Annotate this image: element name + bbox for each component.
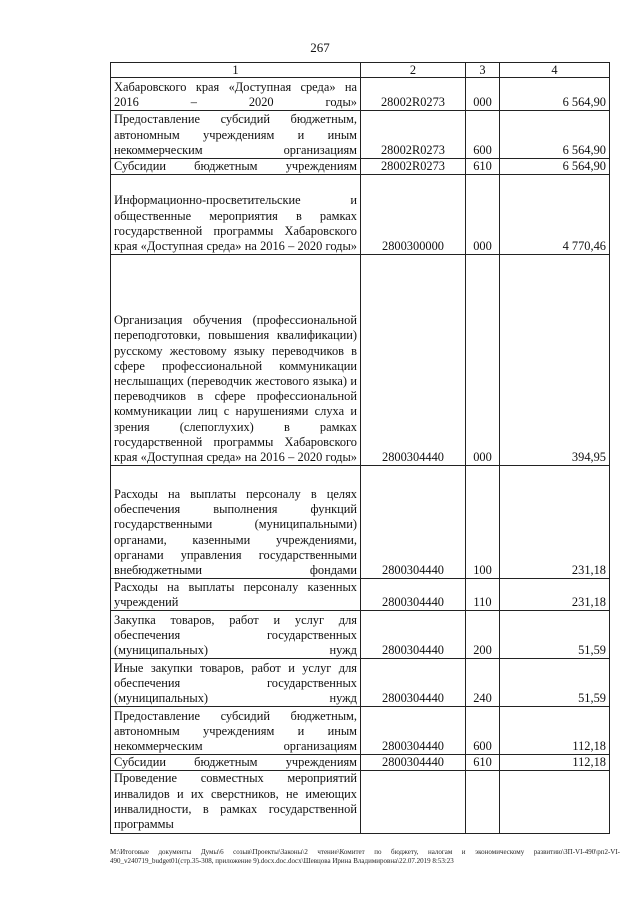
- row-vr: 610: [466, 159, 500, 175]
- row-name: Хабаровского края «Доступная среда» на 2016 – 2020 годы»: [111, 78, 361, 111]
- row-vr: 200: [466, 611, 500, 659]
- row-vr: 600: [466, 111, 500, 159]
- row-sum: 231,18: [500, 466, 610, 579]
- row-sum: 6 564,90: [500, 78, 610, 111]
- page-number: 267: [310, 40, 330, 55]
- row-name: Проведение совместных мероприятий инвалидов и их сверстников, не имеющих инвалидности, в рамках государственной программы: [111, 771, 361, 834]
- row-name: Предоставление субсидий бюджетным, автономным учреждениям и иным некоммерческим организациям: [111, 111, 361, 159]
- table-row: [111, 111, 610, 159]
- row-vr: 110: [466, 579, 500, 611]
- table-row: [111, 659, 610, 707]
- row-code: 2800304440: [361, 659, 466, 707]
- row-sum: 394,95: [500, 255, 610, 466]
- row-name: Информационно-просветительские и общественные мероприятия в рамках государственной программы Хабаровского края «Доступная среда» на 2016 – 2020 годы»: [111, 175, 361, 255]
- row-name: Субсидии бюджетным учреждениям: [111, 159, 361, 175]
- table-row: [111, 771, 610, 834]
- row-sum: 112,18: [500, 755, 610, 771]
- table-row: [111, 255, 610, 466]
- table-row: [111, 175, 610, 255]
- header-col-4: 4: [500, 63, 610, 78]
- row-vr: 600: [466, 707, 500, 755]
- row-code: 28002R0273: [361, 111, 466, 159]
- row-code: 2800304440: [361, 579, 466, 611]
- row-name: Предоставление субсидий бюджетным, автономным учреждениям и иным некоммерческим организациям: [111, 707, 361, 755]
- row-name: Расходы на выплаты персоналу казенных учреждений: [111, 579, 361, 611]
- row-code: 2800300000: [361, 175, 466, 255]
- row-code: 2800304440: [361, 255, 466, 466]
- table-row: [111, 707, 610, 755]
- row-sum: 6 564,90: [500, 111, 610, 159]
- row-sum: [500, 771, 610, 834]
- document-path-footer: M:\Итоговые документы Думы\6 созыв\Проекты\Законы\2 чтение\Комитет по бюджету, налогам и экономическому развитию\ЗП-VI-490\рп2-VI-490_v240719_budget01(стр.35-308, приложение 9).docx.doc.docx\Шевцова Ирина Владимировна\22.07.2019 8:53:23: [110, 848, 620, 865]
- row-sum: 6 564,90: [500, 159, 610, 175]
- row-vr: 610: [466, 755, 500, 771]
- row-vr: 000: [466, 78, 500, 111]
- row-sum: 51,59: [500, 611, 610, 659]
- table-row: [111, 611, 610, 659]
- row-code: 2800304440: [361, 707, 466, 755]
- row-code: [361, 771, 466, 834]
- table-row: [111, 466, 610, 579]
- budget-table: [110, 62, 610, 834]
- row-name: Закупка товаров, работ и услуг для обеспечения государственных (муниципальных) нужд: [111, 611, 361, 659]
- table-row: [111, 159, 610, 175]
- row-name: Субсидии бюджетным учреждениям: [111, 755, 361, 771]
- row-sum: 51,59: [500, 659, 610, 707]
- row-name: Организация обучения (профессиональной переподготовки, повышения квалификации) русскому жестовому языку переводчиков в сфере профессиональной коммуникации неслышащих (переводчик жестового языка) и переводчиков в сфере профессиональной коммуникации лиц с нарушениями слуха и зрения (слепоглухих) в рамках государственной программы Хабаровского края «Доступная среда» на 2016 – 2020 годы»: [111, 255, 361, 466]
- row-vr: 100: [466, 466, 500, 579]
- header-col-2: 2: [361, 63, 466, 78]
- row-vr: 000: [466, 255, 500, 466]
- row-name: Иные закупки товаров, работ и услуг для обеспечения государственных (муниципальных) нужд: [111, 659, 361, 707]
- table-row: [111, 579, 610, 611]
- row-code: 2800304440: [361, 466, 466, 579]
- header-col-1: 1: [111, 63, 361, 78]
- row-code: 28002R0273: [361, 78, 466, 111]
- row-code: 2800304440: [361, 611, 466, 659]
- row-name: Расходы на выплаты персоналу в целях обеспечения выполнения функций государственными (муниципальными) органами, казенными учреждениями, органами управления государственными внебюджетными фондами: [111, 466, 361, 579]
- table-header-row: [111, 63, 610, 78]
- table-row: [111, 78, 610, 111]
- row-vr: [466, 771, 500, 834]
- row-code: 2800304440: [361, 755, 466, 771]
- row-vr: 000: [466, 175, 500, 255]
- header-col-3: 3: [466, 63, 500, 78]
- table-row: [111, 755, 610, 771]
- row-vr: 240: [466, 659, 500, 707]
- row-sum: 231,18: [500, 579, 610, 611]
- row-sum: 112,18: [500, 707, 610, 755]
- row-sum: 4 770,46: [500, 175, 610, 255]
- row-code: 28002R0273: [361, 159, 466, 175]
